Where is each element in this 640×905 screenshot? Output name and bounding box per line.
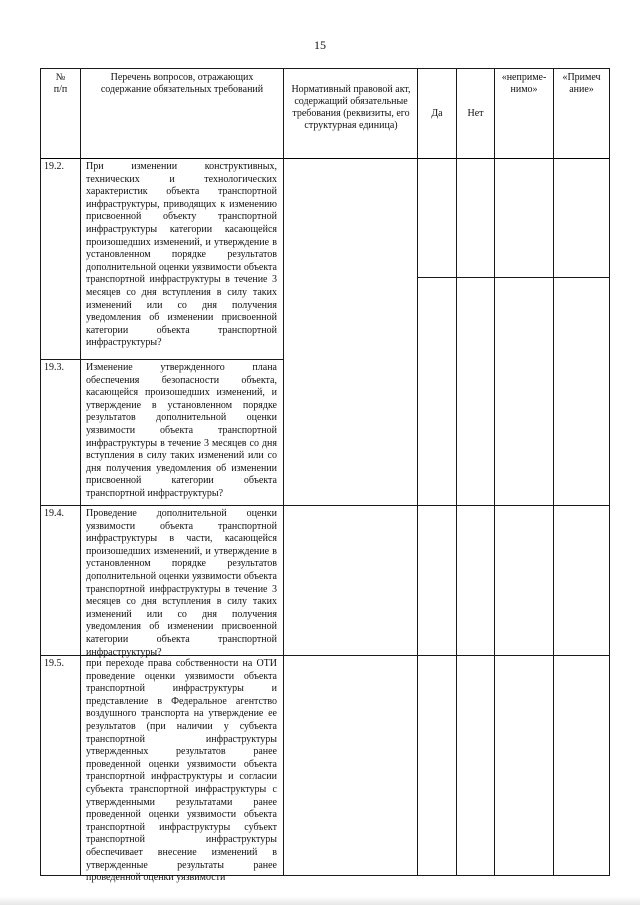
row-number: 19.4.	[44, 508, 64, 519]
header-act: Нормативный правовой акт, содержащий обязательные требования (реквизиты, его структурная единица)	[291, 84, 411, 131]
row-question: Проведение дополнительной оценки уязвимости объекта транспортной инфраструктуры в части, касающейся произошедших изменений, и утверждение в установленном порядке результатов дополнительной оценки уязвимости объекта транспортной инфраструктуры в течение 3 месяцев со дня вступления в силу таких изменений или со дня получения уведомления об изменении присвоенной категории объекта транспортной инфраструктуры?	[86, 508, 277, 658]
header-not-applicable: «неприме- нимо»	[501, 72, 547, 95]
row-number: 19.2.	[44, 161, 64, 172]
header-yes: Да	[431, 108, 443, 119]
row-question: При изменении конструктивных, технических и технологических характеристик объекта транспортной инфраструктуры, приводящих к изменению присвоенной объекту транспортной инфраструктуры категории касающейся произошедших изменений, и утверждение в установленном порядке результатов дополнительной оценки уязвимости объекта транспортной инфраструктуры в течение 3 месяцев со дня вступления в силу таких изменений или со дня получения уведомления об изменении присвоенной категории объекта транспортной инфраструктуры?	[86, 161, 277, 349]
header-note: «Примеч ание»	[562, 72, 601, 95]
row-question: Изменение утвержденного плана обеспечения безопасности объекта, касающейся произошедших изменений, и утверждение в установленном порядке результатов дополнительной оценки уязвимости объекта транспортной инфраструктуры в течение 3 месяцев со дня вступления в силу таких изменений или со дня получения уведомления об изменении присвоенной категории объекта транспортной инфраструктуры?	[86, 362, 277, 499]
header-num: № п/п	[53, 72, 68, 95]
header-no: Нет	[467, 108, 484, 119]
row-number: 19.5.	[44, 658, 64, 669]
scan-edge	[0, 896, 640, 905]
row-question: при переходе права собственности на ОТИ проведение оценки уязвимости объекта транспортной инфраструктуры и представление в Федеральное агентство воздушного транспорта на утверждение ее результатов (при наличии у субъекта транспортной инфраструктуры утвержденных результатов ранее проведенной оценки уязвимости объекта транспортной инфраструктуры и согласии субъекта транспортной инфраструктуры с утвержденными результатами ранее проведенной оценки уязвимости объекта транспортной инфраструктуры субъект транспортной инфраструктуры обеспечивает внесение изменений в утвержденные результаты ранее проведенной оценки уязвимости	[86, 658, 277, 884]
row-number: 19.3.	[44, 362, 64, 373]
page-number: 15	[314, 38, 326, 52]
header-questions: Перечень вопросов, отражающих содержание обязательных требований	[100, 72, 264, 95]
